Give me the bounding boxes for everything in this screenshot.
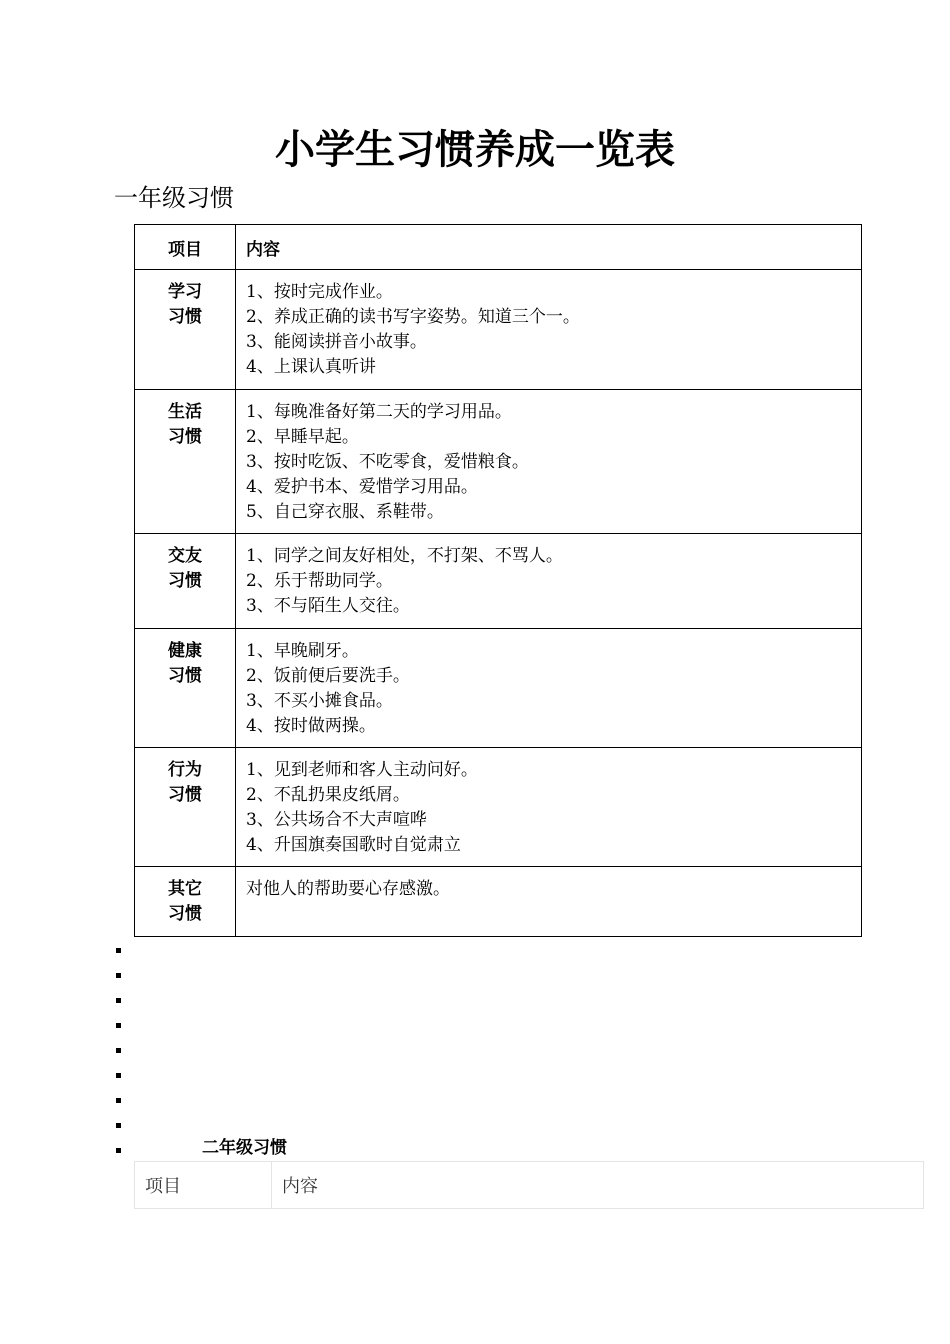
list-item: 3、按时吃饭、不吃零食，爱惜粮食。 [246,452,529,472]
category-cell [135,270,236,390]
list-item: 2、不乱扔果皮纸屑。 [246,785,410,805]
category-cell [135,390,236,534]
grade1-heading: 一年级习惯 [114,184,234,212]
category-line: 习惯 [168,785,202,805]
category-line: 其它 [168,879,202,899]
list-item: 对他人的帮助要心存感激。 [246,879,450,899]
page-title: 小学生习惯养成一览表 [275,127,675,173]
grade2-heading: 二年级习惯 [202,1138,287,1158]
table-row [135,390,862,534]
header-item: 项目 [135,1162,272,1209]
list-item: 3、不与陌生人交往。 [246,596,410,616]
bullet-icon [116,973,121,978]
category-cell [135,867,236,937]
category-cell [135,534,236,629]
bullet-icon [116,948,121,953]
category-line: 习惯 [168,666,202,686]
list-item: 4、升国旗奏国歌时自觉肃立 [246,835,461,855]
table-row [135,748,862,867]
list-item: 1、按时完成作业。 [246,282,393,302]
table-row [135,534,862,629]
category-line: 健康 [168,641,202,661]
category-line: 习惯 [168,307,202,327]
list-item: 3、能阅读拼音小故事。 [246,332,427,352]
category-cell [135,629,236,748]
content-cell [236,534,862,629]
list-item: 1、每晚准备好第二天的学习用品。 [246,402,512,422]
content-cell [236,867,862,937]
header-content: 内容 [236,225,862,270]
list-item: 1、同学之间友好相处，不打架、不骂人。 [246,546,563,566]
list-item: 4、爱护书本、爱惜学习用品。 [246,477,478,497]
bullet-icon [116,1048,121,1053]
list-item: 2、早睡早起。 [246,427,359,447]
category-line: 习惯 [168,904,202,924]
content-cell [236,748,862,867]
category-line: 交友 [168,546,202,566]
content-cell [236,390,862,534]
bullet-icon [116,1123,121,1128]
bullet-icon [116,1148,121,1153]
list-item: 4、上课认真听讲 [246,357,376,377]
category-line: 学习 [168,282,202,302]
list-item: 3、不买小摊食品。 [246,691,393,711]
list-item: 4、按时做两操。 [246,716,376,736]
list-item: 5、自己穿衣服、系鞋带。 [246,502,444,522]
grade2-habits-table [134,1161,924,1209]
table-row [135,270,862,390]
category-line: 习惯 [168,427,202,447]
table-row [135,629,862,748]
category-line: 生活 [168,402,202,422]
table-header-row [135,225,862,270]
list-item: 2、乐于帮助同学。 [246,571,393,591]
category-cell [135,748,236,867]
bullet-icon [116,1023,121,1028]
list-item: 2、养成正确的读书写字姿势。知道三个一。 [246,307,580,327]
content-cell [236,270,862,390]
list-item: 2、饭前便后要洗手。 [246,666,410,686]
list-item: 1、见到老师和客人主动问好。 [246,760,478,780]
list-item: 3、公共场合不大声喧哗 [246,810,427,830]
bullet-icon [116,998,121,1003]
table-header-row [135,1162,924,1209]
table-row [135,867,862,937]
bullet-icon [116,1098,121,1103]
content-cell [236,629,862,748]
category-line: 行为 [168,760,202,780]
bullet-icon [116,1073,121,1078]
list-item: 1、早晚刷牙。 [246,641,359,661]
grade1-habits-table [134,224,862,937]
header-item: 项目 [135,225,236,270]
category-line: 习惯 [168,571,202,591]
header-content: 内容 [272,1162,924,1209]
